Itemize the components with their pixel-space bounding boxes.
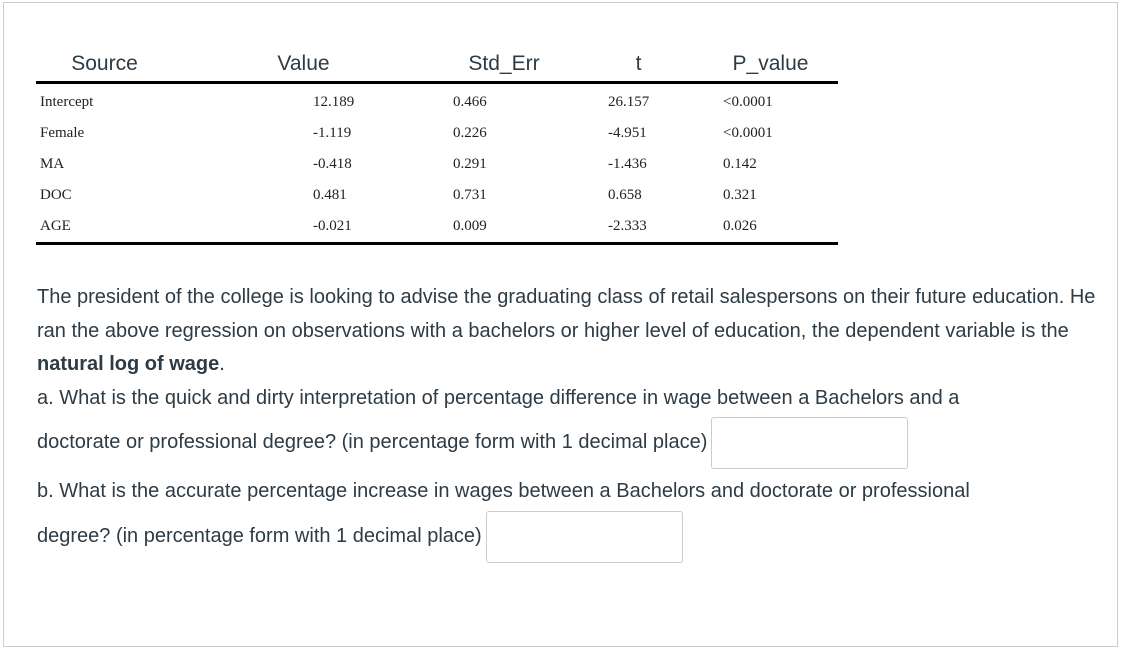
row-std-err: 0.466: [453, 94, 487, 110]
header-std-err: Std_Err: [434, 47, 574, 83]
regression-table: [36, 47, 838, 245]
question-intro: [37, 281, 1107, 382]
table-header-row: [36, 47, 838, 83]
header-p-value: P_value: [703, 47, 838, 83]
row-value: -0.021: [173, 211, 434, 244]
header-t: t: [574, 47, 703, 83]
answer-a-input[interactable]: [711, 417, 908, 469]
row-t: -2.333: [574, 211, 703, 244]
row-source: Intercept: [40, 94, 94, 110]
question-container: [3, 2, 1118, 647]
intro-text: The president of the college is looking to advise the graduating class of retail salespersons on their future education. He ran the above regression on observations with a bachelors or higher level of education, the dependent variable is the: [37, 286, 1096, 342]
row-source: Female: [40, 125, 85, 141]
row-p-value: <0.0001: [723, 94, 773, 110]
row-t: -4.951: [608, 125, 647, 141]
table-row: [36, 180, 838, 211]
intro-bold-text: natural log of wage: [37, 353, 220, 375]
question-text: [37, 281, 1107, 563]
table-row: [36, 149, 838, 180]
row-std-err: 0.226: [453, 125, 487, 141]
row-p-value: 0.142: [723, 156, 757, 172]
intro-end-text: .: [219, 353, 225, 375]
row-t: 0.658: [608, 187, 642, 203]
table-row: [36, 83, 838, 119]
part-b-line1: b. What is the accurate percentage increase in wages between a Bachelors and doctorate or professional: [37, 480, 970, 502]
row-source: AGE: [36, 211, 173, 244]
row-value: 12.189: [313, 94, 355, 110]
answer-b-input[interactable]: [486, 511, 683, 563]
row-t: -1.436: [608, 156, 647, 172]
part-a-line2: doctorate or professional degree? (in percentage form with 1 decimal place): [37, 431, 708, 454]
row-p-value: 0.321: [723, 187, 757, 203]
part-a-answer-line: [37, 417, 1107, 469]
row-source: DOC: [40, 187, 72, 203]
part-b-line2: degree? (in percentage form with 1 decimal place): [37, 524, 482, 547]
row-std-err: 0.291: [453, 156, 487, 172]
table-row: [36, 118, 838, 149]
part-b-answer-line: [37, 511, 1107, 563]
row-t: 26.157: [608, 94, 650, 110]
row-value: -1.119: [313, 125, 352, 141]
part-a-line1: a. What is the quick and dirty interpretation of percentage difference in wage between a Bachelors and a: [37, 386, 960, 409]
row-value: 0.481: [313, 187, 347, 203]
header-source: Source: [36, 47, 173, 83]
table-row: [36, 211, 838, 244]
row-std-err: 0.731: [453, 187, 487, 203]
row-p-value: 0.026: [703, 211, 838, 244]
row-source: MA: [40, 156, 65, 172]
row-std-err: 0.009: [434, 211, 574, 244]
row-p-value: <0.0001: [723, 125, 773, 141]
row-value: -0.418: [313, 156, 352, 172]
header-value: Value: [173, 47, 434, 83]
